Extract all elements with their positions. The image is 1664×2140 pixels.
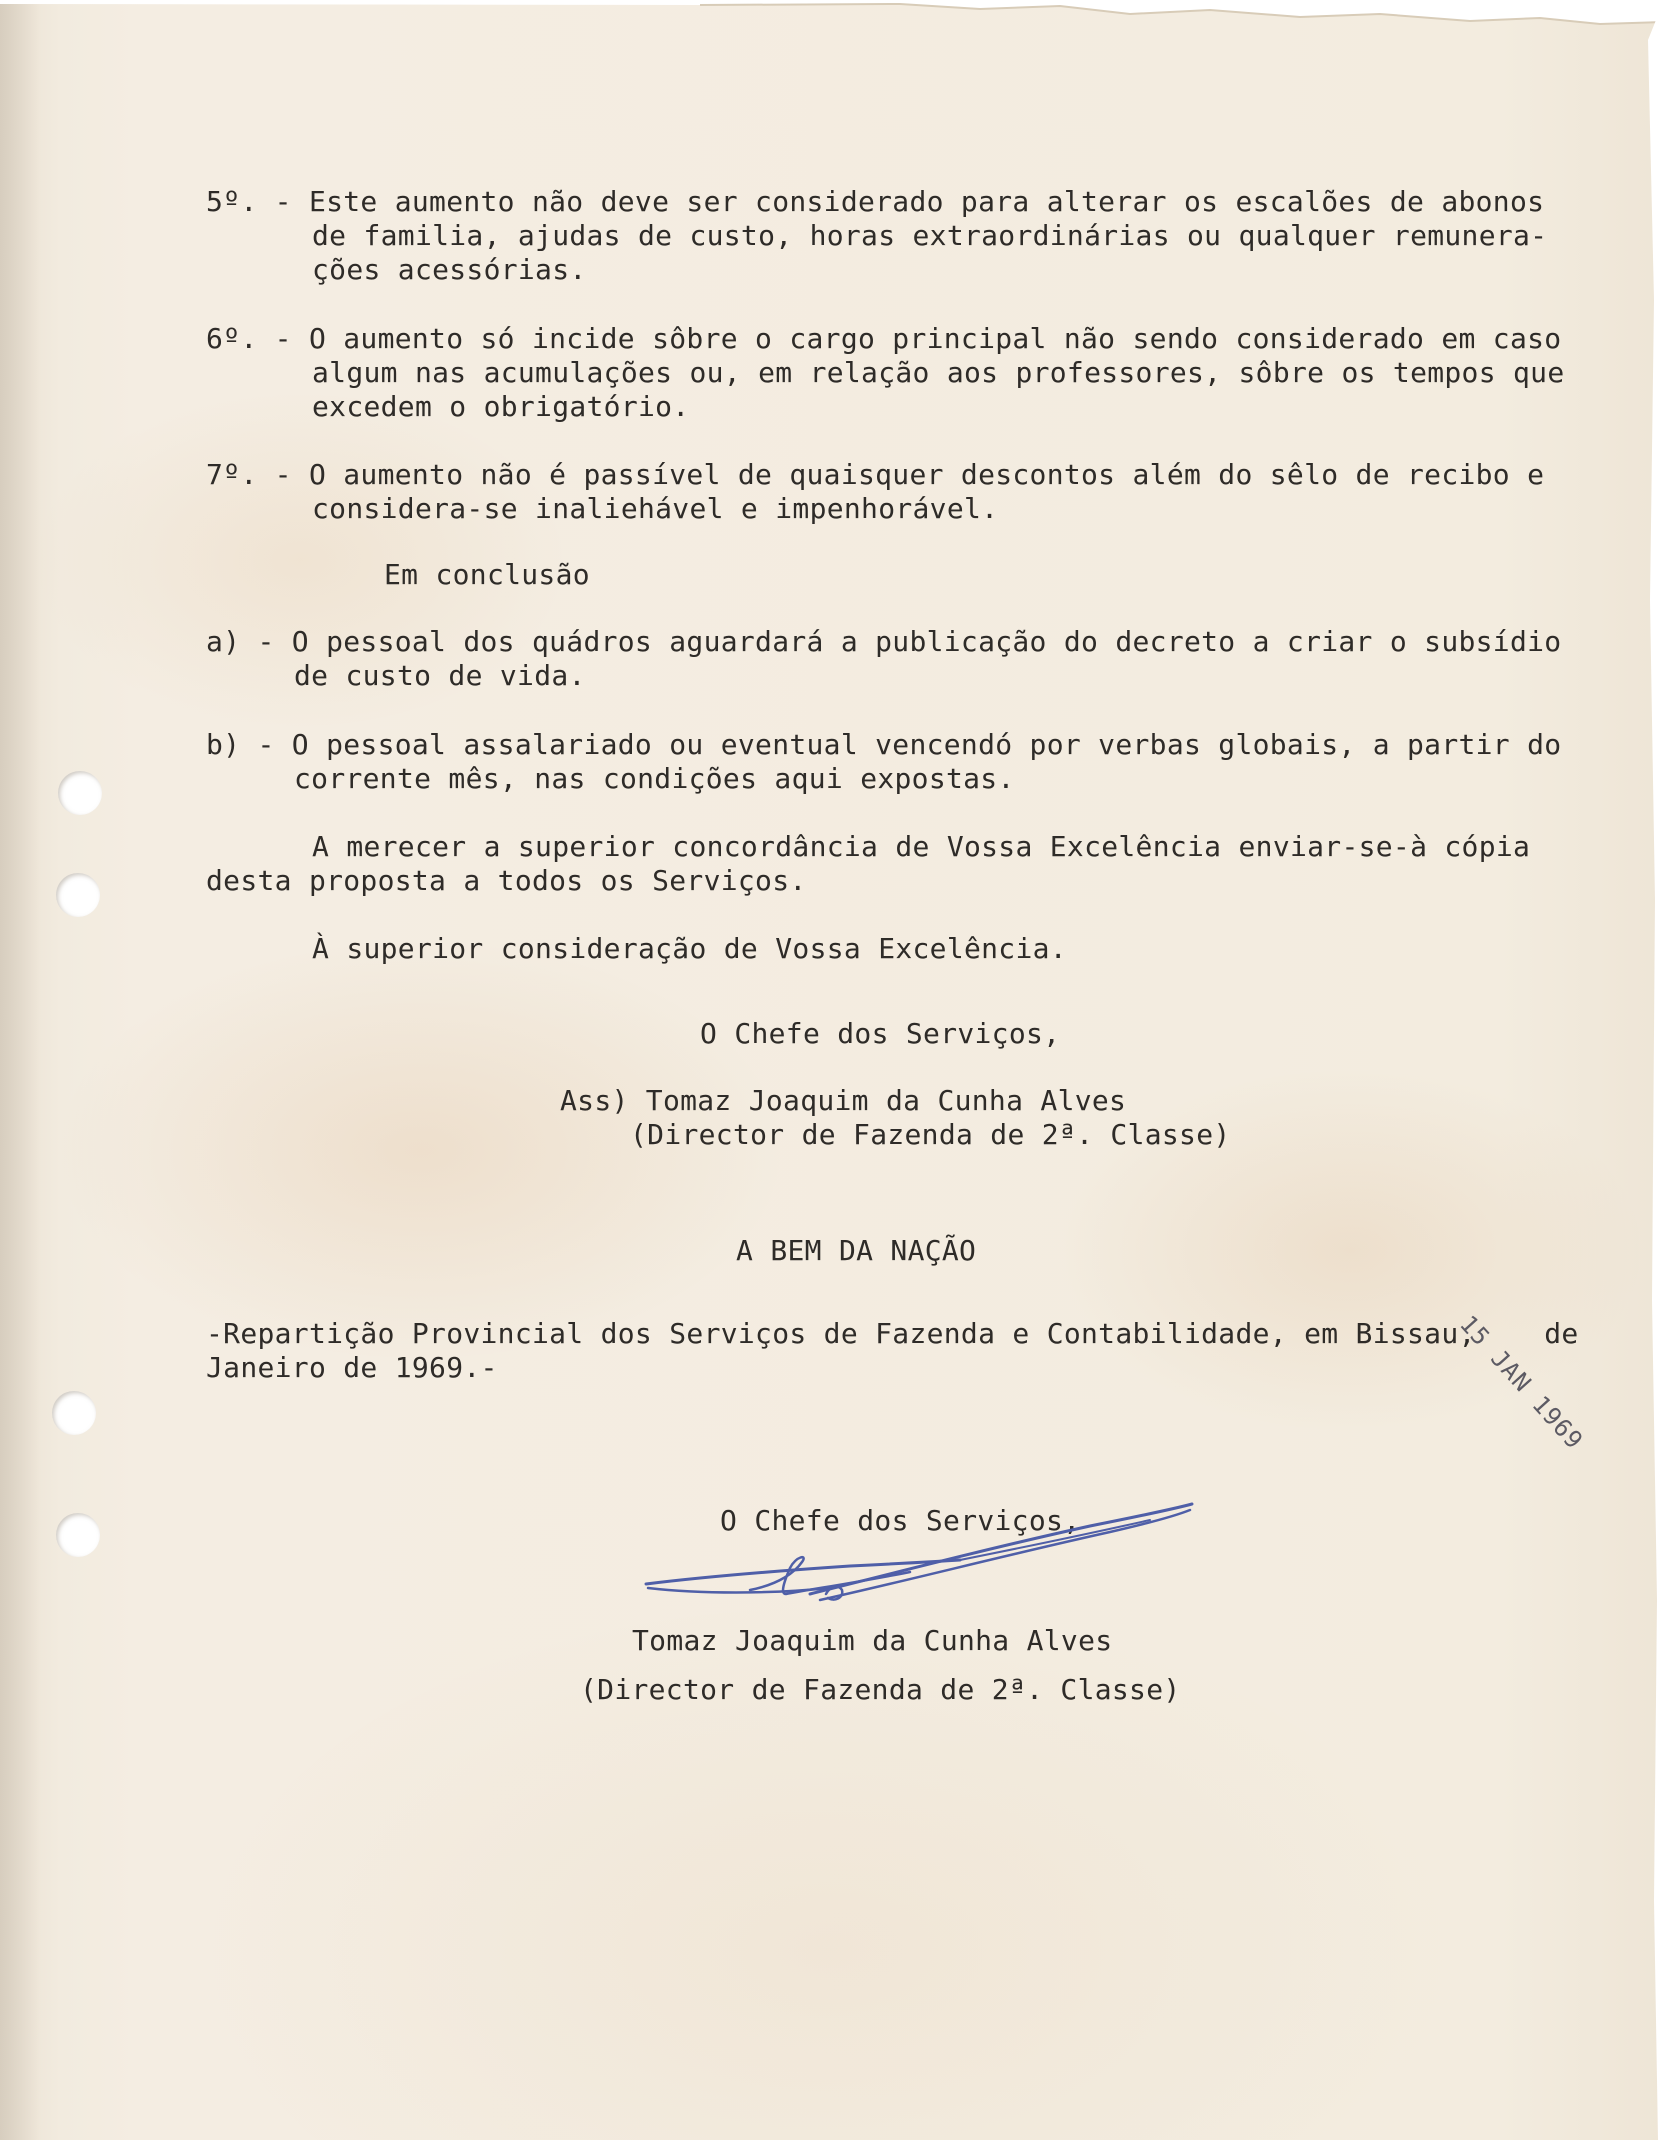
paragraph-merecer-line-2: desta proposta a todos os Serviços. — [206, 864, 807, 897]
conclusion-heading: Em conclusão — [384, 558, 590, 591]
conclusion-b-line-1: b) - O pessoal assalariado ou eventual vencendó por verbas globais, a partir do — [206, 728, 1562, 761]
item-6-line-3: excedem o obrigatório. — [312, 390, 690, 423]
conclusion-b-line-2: corrente mês, nas condições aqui expostas. — [294, 762, 1015, 795]
second-signature-title: O Chefe dos Serviços, — [720, 1504, 1081, 1537]
first-signature-name: Ass) Tomaz Joaquim da Cunha Alves — [560, 1084, 1127, 1117]
punch-hole — [56, 873, 100, 917]
date-stamp: 15 JAN 1969 — [1454, 1310, 1589, 1456]
second-signature-name: Tomaz Joaquim da Cunha Alves — [632, 1624, 1113, 1657]
item-5-line-1: 5º. - Este aumento não deve ser considerado para alterar os escalões de abonos — [206, 185, 1545, 218]
item-5-line-3: ções acessórias. — [312, 253, 587, 286]
torn-top-edge — [0, 0, 1664, 40]
first-signature-position: (Director de Fazenda de 2ª. Classe) — [630, 1118, 1231, 1151]
conclusion-a-line-2: de custo de vida. — [294, 659, 586, 692]
item-6-line-2: algum nas acumulações ou, em relação aos professores, sôbre os tempos que — [312, 356, 1565, 389]
handwritten-signature — [630, 1490, 1210, 1620]
punch-hole — [56, 1513, 100, 1557]
item-7-line-2: considera-se inaliehável e impenhorável. — [312, 492, 999, 525]
item-7-line-1: 7º. - O aumento não é passível de quaisquer descontos além do sêlo de recibo e — [206, 458, 1545, 491]
first-signature-title: O Chefe dos Serviços, — [700, 1017, 1061, 1050]
item-6-line-1: 6º. - O aumento só incide sôbre o cargo principal não sendo considerado em caso — [206, 322, 1562, 355]
paragraph-merecer-line-1: A merecer a superior concordância de Vossa Excelência enviar-se-à cópia — [312, 830, 1531, 863]
torn-right-edge — [1624, 0, 1664, 2140]
punch-hole — [58, 771, 102, 815]
item-5-line-2: de familia, ajudas de custo, horas extraordinárias ou qualquer remunera- — [312, 219, 1548, 252]
paragraph-consideracao: À superior consideração de Vossa Excelência. — [312, 932, 1067, 965]
place-date-line-2: Janeiro de 1969.- — [206, 1351, 498, 1384]
motto: A BEM DA NAÇÃO — [736, 1234, 977, 1267]
page-edge-shadow — [0, 0, 40, 2140]
second-signature-position: (Director de Fazenda de 2ª. Classe) — [580, 1673, 1181, 1706]
punch-hole — [52, 1391, 96, 1435]
conclusion-a-line-1: a) - O pessoal dos quádros aguardará a publicação do decreto a criar o subsídio — [206, 625, 1562, 658]
place-date-line-1: -Repartição Provincial dos Serviços de Fazenda e Contabilidade, em Bissau, de — [206, 1317, 1579, 1350]
